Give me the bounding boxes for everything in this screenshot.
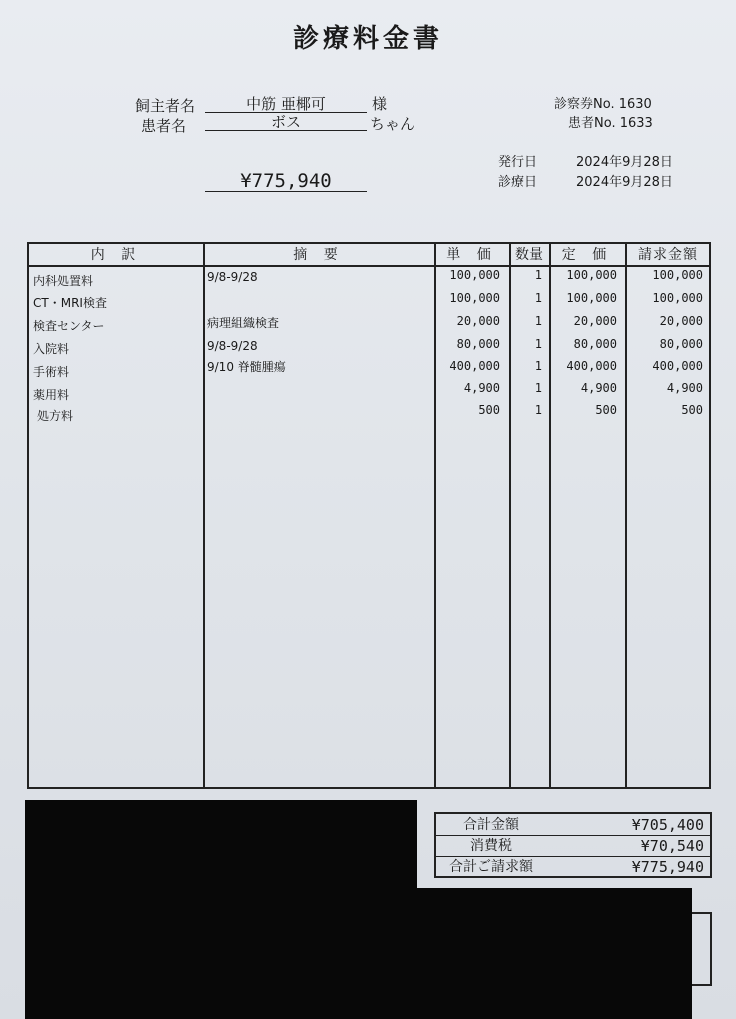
row-qty: 1 [534,381,542,395]
row-billed: 100,000 [652,291,703,305]
visit-date-label: 診療日 [498,175,538,190]
row-list: 80,000 [573,337,617,351]
patient-underline [205,130,367,131]
owner-label: 飼主者名 [135,97,196,115]
row-item: 処方料 [37,409,74,423]
tax-label: 消費税 [470,838,512,854]
row-billed: 20,000 [659,314,703,328]
patient-number: 患者No. 1633 [568,116,653,131]
row-billed: 500 [681,403,703,417]
row-item: CT・MRI検査 [33,296,107,310]
owner-name: 中筋 亜椰可 [246,95,326,113]
ticket-number: 診察券No. 1630 [554,97,652,112]
grand-total-row [436,857,710,877]
row-unit: 4,900 [463,381,500,395]
row-unit: 100,000 [449,291,500,305]
column-divider [203,244,205,787]
row-list: 500 [595,403,617,417]
total-underline [205,191,367,192]
row-billed: 100,000 [652,268,703,282]
tax-row [436,836,710,856]
row-unit: 20,000 [456,314,500,328]
row-unit: 100,000 [449,268,500,282]
row-billed: 400,000 [652,359,703,373]
header-item: 内 訳 [90,247,142,263]
row-unit: 80,000 [456,337,500,351]
row-note: 9/8-9/28 [207,339,258,353]
row-billed: 80,000 [659,337,703,351]
row-list: 100,000 [566,291,617,305]
row-qty: 1 [534,268,542,282]
issue-date-label: 発行日 [498,155,538,170]
redacted-area [410,888,692,1019]
row-unit: 500 [478,403,500,417]
row-qty: 1 [534,314,542,328]
partial-box [692,912,712,986]
row-qty: 1 [534,403,542,417]
document-title: 診療料金書 [292,24,443,54]
owner-suffix: 様 [372,95,388,113]
header-note: 摘 要 [293,247,344,263]
row-list: 20,000 [573,314,617,328]
total-amount: ¥775,940 [240,170,332,192]
header-list-price: 定 価 [561,247,613,263]
row-list: 400,000 [566,359,617,373]
redacted-area [25,800,417,1019]
header-billed: 請求金額 [638,247,698,263]
row-list: 4,900 [580,381,617,395]
row-item: 内科処置料 [33,274,94,288]
visit-date: 2024年9月28日 [576,175,673,190]
summary-box [434,812,712,878]
row-unit: 400,000 [449,359,500,373]
patient-name: ボス [270,113,301,131]
row-billed: 4,900 [666,381,703,395]
header-quantity: 数量 [515,247,543,263]
row-item: 検査センター [33,319,105,333]
tax-value: ¥70,540 [640,837,704,855]
row-note: 病理組織検査 [207,316,280,330]
itemized-table [27,242,711,789]
grand-total-value: ¥775,940 [631,858,704,876]
row-qty: 1 [534,291,542,305]
subtotal-label: 合計金額 [463,817,519,833]
row-item: 入院料 [33,342,70,356]
row-item: 手術料 [33,365,70,379]
row-qty: 1 [534,337,542,351]
subtotal-value: ¥705,400 [631,816,704,834]
row-note: 9/10 脊髄腫瘍 [207,360,286,374]
patient-suffix: ちゃん [370,115,416,133]
subtotal-row [436,815,710,835]
row-list: 100,000 [566,268,617,282]
header-unit-price: 単 価 [446,247,497,263]
row-note: 9/8-9/28 [207,270,258,284]
grand-total-label: 合計ご請求額 [449,859,533,875]
issue-date: 2024年9月28日 [576,155,673,170]
patient-label: 患者名 [141,117,187,135]
row-qty: 1 [534,359,542,373]
row-item: 薬用料 [33,388,70,402]
